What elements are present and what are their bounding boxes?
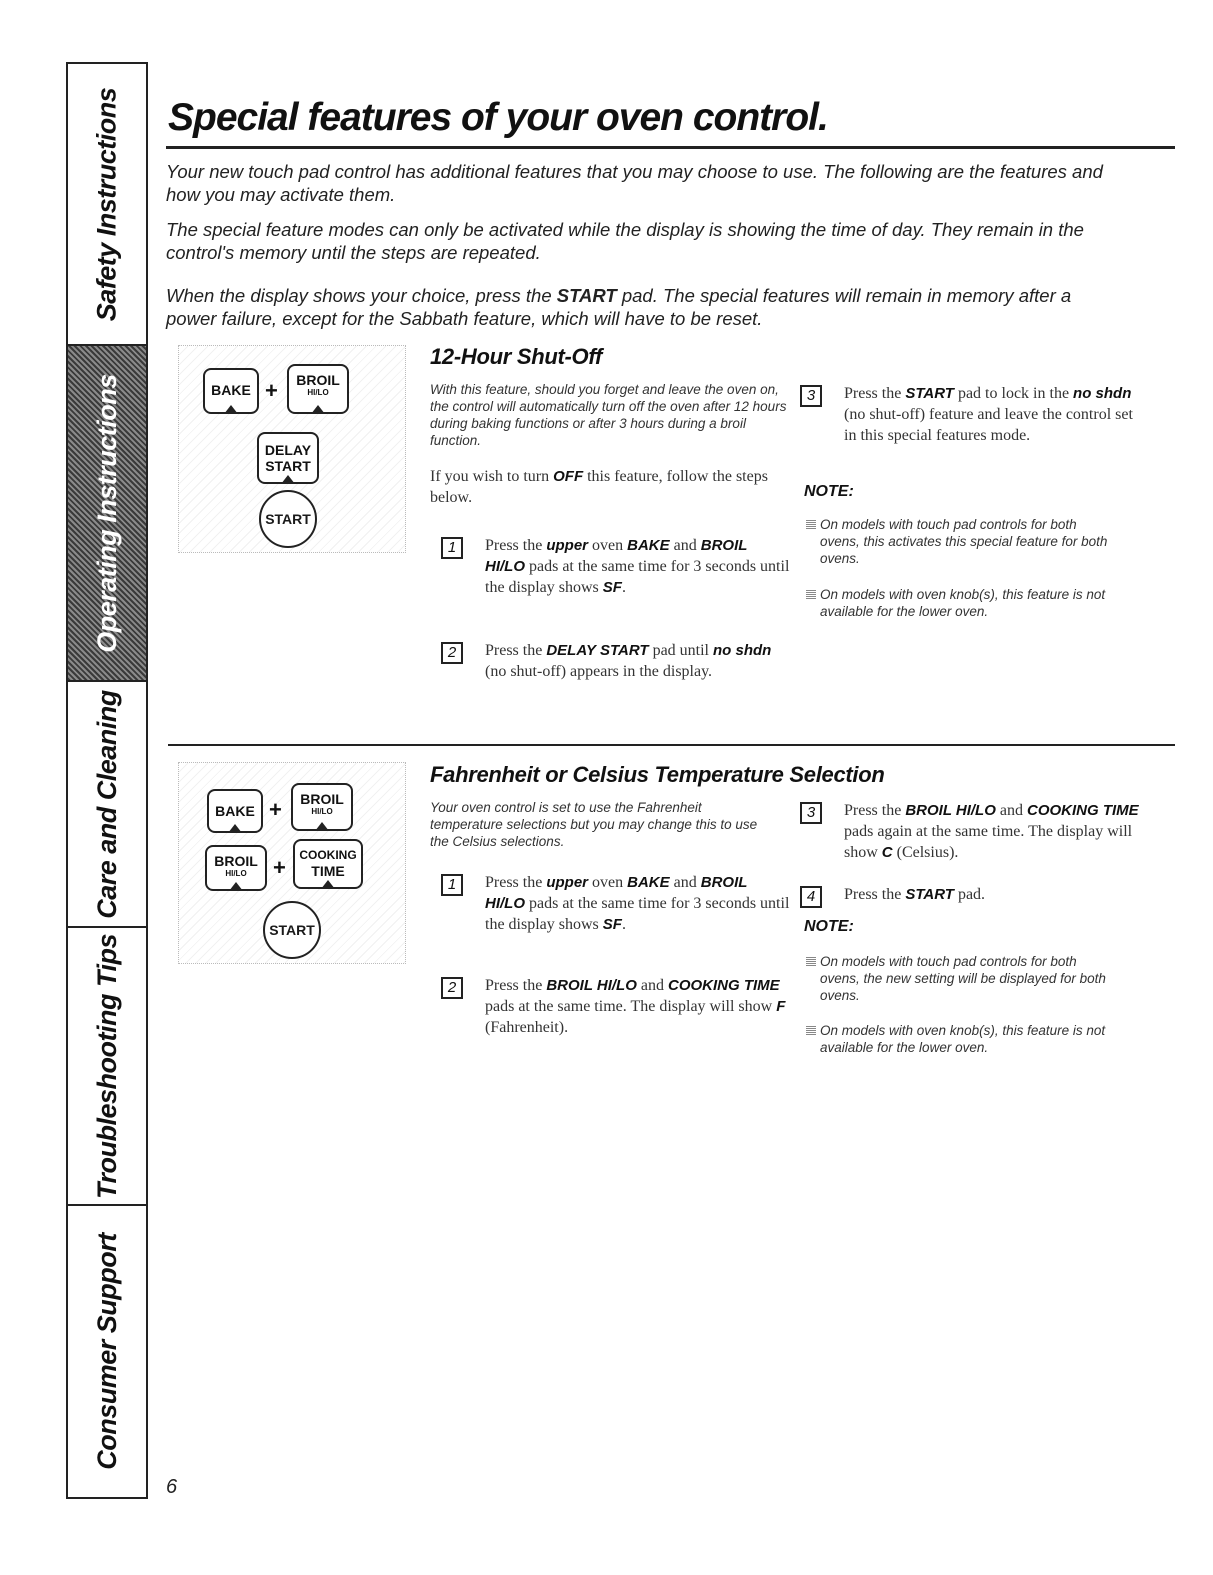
broil-hilo-key: BROIL HI/LO bbox=[287, 364, 349, 414]
shutoff-paragraph: If you wish to turn OFF this feature, follow the steps below. bbox=[430, 468, 768, 506]
tab-safety-instructions[interactable] bbox=[68, 64, 146, 346]
temp-keypad-illustration bbox=[178, 762, 406, 964]
bake-key: BAKE bbox=[207, 789, 263, 833]
shutoff-step-3: 3 Press the START pad to lock in the no shdn (no shut-off) feature and leave the control set in this special features mode. bbox=[800, 383, 1140, 446]
bullet-icon bbox=[806, 519, 816, 529]
intro-paragraph-2: The special feature modes can only be activated while the display is showing the time of day. They remain in the control's memory until the steps are repeated. bbox=[166, 219, 1084, 263]
title-rule bbox=[166, 146, 1175, 149]
plus-sign: + bbox=[265, 378, 278, 403]
page-title: Special features of your oven control. bbox=[168, 96, 828, 139]
tab-operating-instructions[interactable] bbox=[68, 346, 146, 682]
shutoff-keypad-illustration bbox=[178, 345, 406, 553]
tab-label: Care and Cleaning bbox=[91, 689, 122, 919]
tab-label: Operating Instructions bbox=[91, 373, 122, 653]
temp-heading: Fahrenheit or Celsius Temperature Selection bbox=[430, 762, 885, 787]
step-number: 1 bbox=[441, 874, 463, 896]
page-number: 6 bbox=[166, 1476, 178, 1498]
shutoff-note-1: On models with touch pad controls for both ovens, this activates this special feature for both ovens. bbox=[820, 516, 1120, 567]
shutoff-note-label: NOTE: bbox=[804, 483, 854, 500]
section-tabs bbox=[66, 62, 148, 1499]
temp-note-label: NOTE: bbox=[804, 918, 854, 935]
intro-paragraph-3: When the display shows your choice, press the START pad. The special features will remain in memory after a power failure, except for the Sabbath feature, which will have to be reset. bbox=[166, 285, 1072, 329]
section-divider bbox=[168, 744, 1175, 746]
bullet-icon bbox=[806, 589, 816, 599]
temp-step-4: 4 Press the START pad. bbox=[800, 884, 1145, 905]
bullet-icon bbox=[806, 1025, 816, 1035]
shutoff-step-2: 2 Press the DELAY START pad until no shdn (no shut-off) appears in the display. bbox=[441, 640, 791, 682]
tab-troubleshooting-tips[interactable] bbox=[68, 928, 146, 1206]
intro-paragraph-1: Your new touch pad control has additional features that you may choose to use. The following are the features and how you may activate them. bbox=[166, 161, 1103, 205]
temp-step-3: 3 Press the BROIL HI/LO and COOKING TIME pads again at the same time. The display will show C (Celsius). bbox=[800, 800, 1145, 863]
temp-step-2: 2 Press the BROIL HI/LO and COOKING TIME pads at the same time. The display will show F (Fahrenheit). bbox=[441, 975, 791, 1038]
bullet-icon bbox=[806, 956, 816, 966]
temp-note-1: On models with touch pad controls for both ovens, the new setting will be displayed for both ovens. bbox=[820, 953, 1120, 1004]
temp-step-1: 1 Press the upper oven BAKE and BROIL HI/LO pads at the same time for 3 seconds until the display shows SF. bbox=[441, 872, 791, 935]
shutoff-lead: With this feature, should you forget and leave the oven on, the control will automatically turn off the oven after 12 hours during baking functions or after 3 hours during a broil function. bbox=[430, 382, 787, 448]
temp-note-2: On models with oven knob(s), this feature is not available for the lower oven. bbox=[820, 1022, 1120, 1056]
tab-label: Troubleshooting Tips bbox=[91, 933, 122, 1199]
step-number: 2 bbox=[441, 642, 463, 664]
tab-label: Consumer Support bbox=[91, 1233, 122, 1470]
tab-consumer-support[interactable] bbox=[68, 1206, 146, 1497]
cooking-time-key: COOKING TIME bbox=[293, 839, 363, 889]
step-number: 1 bbox=[441, 537, 463, 559]
shutoff-step-1: 1 Press the upper oven BAKE and BROIL HI/LO pads at the same time for 3 seconds until the display shows SF. bbox=[441, 535, 791, 598]
step-number: 3 bbox=[800, 802, 822, 824]
temp-lead: Your oven control is set to use the Fahrenheit temperature selections but you may change this to use the Celsius selections. bbox=[430, 800, 758, 849]
step-number: 3 bbox=[800, 385, 822, 407]
tab-care-and-cleaning[interactable] bbox=[68, 682, 146, 928]
delay-start-key: DELAY START bbox=[257, 432, 319, 484]
step-number: 4 bbox=[800, 886, 822, 908]
start-key: START bbox=[259, 490, 317, 548]
broil-hilo-key: BROIL HI/LO bbox=[205, 845, 267, 891]
broil-hilo-key: BROIL HI/LO bbox=[291, 783, 353, 831]
shutoff-heading: 12-Hour Shut-Off bbox=[430, 344, 603, 369]
step-number: 2 bbox=[441, 977, 463, 999]
bake-key: BAKE bbox=[203, 368, 259, 414]
tab-label: Safety Instructions bbox=[91, 87, 122, 321]
start-key: START bbox=[263, 901, 321, 959]
plus-sign: + bbox=[273, 855, 286, 880]
shutoff-note-2: On models with oven knob(s), this feature is not available for the lower oven. bbox=[820, 586, 1120, 620]
plus-sign: + bbox=[269, 797, 282, 822]
